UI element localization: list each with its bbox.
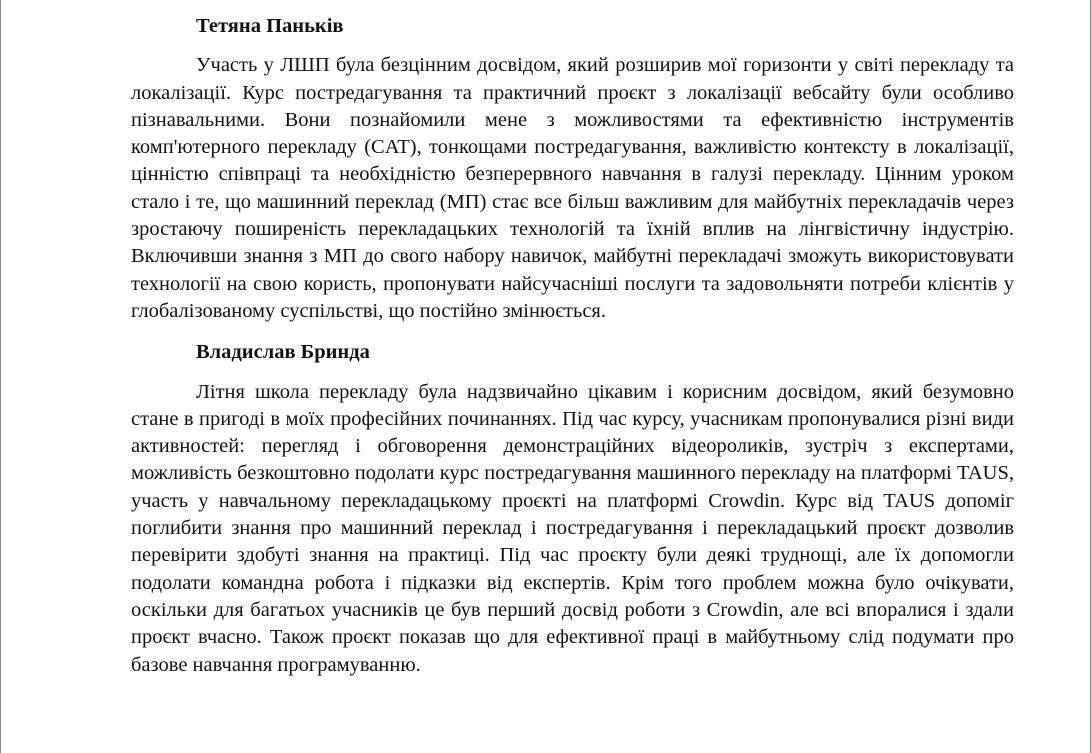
testimonial-paragraph-2: Літня школа перекладу була надзвичайно цікавим і корисним досвідом, який безумовно стане в пригоді в моїх професійних починаннях. Під час курсу, учасникам пропонувалися різні види активностей: перегляд і обговорення демонстраційних відеороликів, зустріч з експертами, можливість безкоштовно подолати курс постредагування машинного перекладу на платформі TAUS, участь у навчальному перекладацькому проєкті на платформі Crowdin. Курс від TAUS допоміг поглибити знання про машинний переклад і постредагування і перекладацький проєкт дозволив перевірити здобуті знання на практиці. Під час проєкту були деякі труднощі, але їх допомогли подолати командна робота і підказки від експертів. Крім того проблем можна було очікувати, оскільки для багатьох учасників це був перший досвід роботи з Crowdin, але всі впоралися і здали проєкт вчасно. Також проєкт показав що для ефективної праці в майбутньому слід подумати про базове навчання програмуванню. [131,380,1014,676]
testimonial-paragraph-1: Участь у ЛШП була безцінним досвідом, який розширив мої горизонти у світі перекладу та локалізації. Курс постредагування та практичний проєкт з локалізації вебсайту були особливо пізнавальними. Вони познайомили мене з можливостями та ефективністю інструментів комп'ютерного перекладу (CAT), тонкощами постредагування, важливістю контексту в локалізації, цінністю співпраці та необхідністю безперервного навчання в галузі перекладу. Цінним уроком стало і те, що машинний переклад (МП) стає все більш важливим для майбутніх перекладачів через зростаючу поширеність перекладацьких технологій та їхній вплив на лінгвістичну індустрію. Включивши знання з МП до свого набору навичок, майбутні перекладачі зможуть використовувати технології на свою користь, пропонувати найсучасніші послуги та задовольняти потреби клієнтів у глобалізованому суспільстві, що постійно змінюється. [131,54,1014,322]
author-name-1: Тетяна Паньків [196,15,344,37]
author-name-2: Владислав Бринда [196,341,370,364]
document-body[interactable] [131,13,1014,691]
page-left-edge [0,0,1,753]
